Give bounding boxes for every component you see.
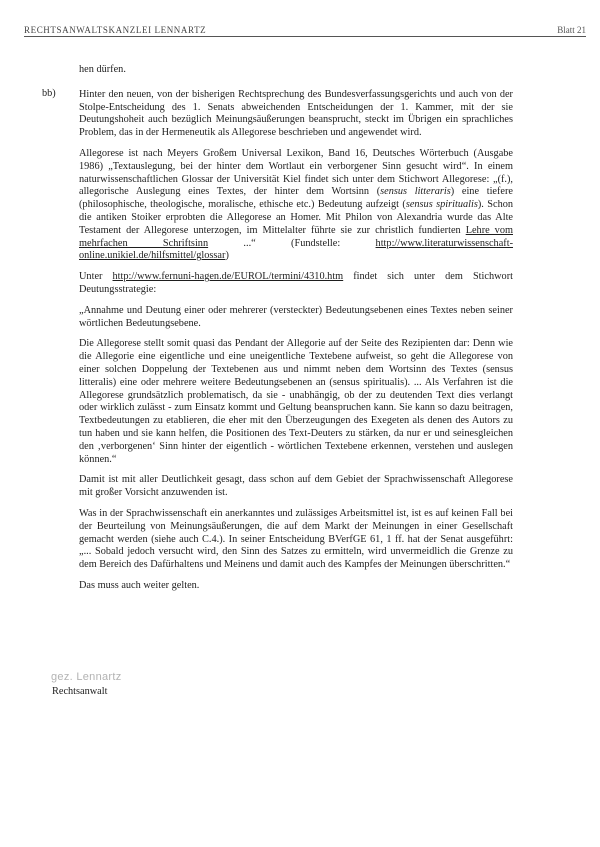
paragraph-bverfge: Was in der Sprachwissenschaft ein anerkanntes und zulässiges Arbeitsmittel ist, ist es auf keinen Fall bei der Beurteilung von Meinungsäußerungen, die auf dem Markt der Meinungen in einer Gesellschaft gemacht werden (siehe auch C.4.). In seiner Entscheidung BVerfGE 61, 1 ff. hat der Senat ausgeführt: „... Sobald jedoch versucht wird, den Sinn des Satzes zu ermitteln, wird unvermeidlich die Grenze zu dem Bereich des Dafürhaltens und Meinens und damit auch des Kampfes der Meinungen überschritten.“ <box>79 507 513 571</box>
italic-term: sensus litteraris <box>380 186 451 198</box>
text-run: ). Schon die antiken Stoiker erprobten die Allegorese an Homer. Mit Philon von Alexandria wurde das Alte Testament der Allegorese unterzogen, im Mittelalter führte sie zur christlich fundierten <box>79 199 514 236</box>
page-header <box>24 25 586 37</box>
signature-stamp: gez. Lennartz <box>51 671 122 683</box>
link-lehre-schriftsinn[interactable]: Lehre vom mehrfachen Schriftsinn <box>79 224 513 249</box>
link-fernuni-hagen[interactable]: http://www.fernuni-hagen.de/EUROL/termini/4310.htm <box>112 271 344 283</box>
signature-role: Rechtsanwalt <box>52 686 108 697</box>
paragraph-conclusion: Damit ist mit aller Deutlichkeit gesagt, dass schon auf dem Gebiet der Sprachwissenschaft Allegorese mit großer Vorsicht anzuwenden ist. <box>79 474 513 499</box>
text-run: ...“ (Fundstelle: <box>208 237 376 249</box>
italic-term: sensus spiritualis <box>405 199 478 211</box>
section-marker: bb) <box>42 88 56 99</box>
page-number: Blatt 21 <box>557 25 586 35</box>
quote-allegorese-pendant: Die Allegorese stellt somit quasi das Pendant der Allegorie auf der Seite des Rezipienten dar: Denn wie die Allegorie eine eigentliche und eine uneigentliche Textebene aufweist, so geht die Allegorese von einer solchen Doppelung der Textebenen aus und nimmt neben dem Wortsinn des Textes (sensus litteralis) eine oder mehrere weitere Bedeutungsebenen an (sensus spiritualis). ... Als Verfahren ist die Allegorese grundsätzlich problematisch, da sie - unabhängig, ob der zu deutenden Text dies verlangt oder wirklich zulässt - zum Einsatz kommt und Geltung beanspruchen kann. Sie kann so dazu beitragen, Textbedeutungen zu etablieren, die eher mit den Überzeugungen des Exegeten als denen des Autors zu tun haben und sie kann helfen, die Positionen des Text-Deuters zu stärken, da nur er und seinesgleichen den ‚verborgenen‘ Sinn hinter der eigentlich - wörtlichen Textebene erkennen, verstehen und auslegen können.“ <box>79 338 513 465</box>
body-text <box>79 64 513 593</box>
quote-deutungsstrategie: „Annahme und Deutung einer oder mehrerer (versteckter) Bedeutungsebenen eines Textes neben seiner wörtlichen Bedeutungsebene. <box>79 304 513 329</box>
text-run: ) <box>225 250 229 262</box>
paragraph-allegorese-definition <box>79 148 513 263</box>
text-run: Unter <box>79 271 113 283</box>
text-run: Allegorese ist nach Meyers Großem Universal Lexikon, Band 16, Deutsches Wörterbuch (Ausgabe 1986) „Textauslegung, bei der hinter dem Wortlaut ein verborgener Sinn gesucht wird“. In einem naturwissenschaftlichen Glossar der Universität Kiel findet sich unter dem Stichwort Allegorese: „(f.), allegorische Auslegung eines Textes, der hinter dem Wortsinn ( <box>79 147 513 198</box>
paragraph-closing: Das muss auch weiter gelten. <box>79 579 200 591</box>
paragraph-hermeneutics: Hinter den neuen, von der bisherigen Rechtsprechung des Bundesverfassungsgerichts und auch von der Stolpe-Entscheidung des 1. Senats abweichenden Entscheidungen der 1. Kammer, mit der sie Deutungshoheit auch bezüglich Meinungsäußerungen beansprucht, steckt im Übrigen ein sprachliches Problem, das in der Hermeneutik als Allegorese beschrieben und angewendet wird. <box>79 88 513 139</box>
paragraph-continuation: hen dürfen. <box>79 64 126 75</box>
paragraph-fernuni <box>79 271 513 297</box>
firm-name: RECHTSANWALTSKANZLEI LENNARTZ <box>24 25 207 35</box>
text-run: findet sich unter dem Stichwort Deutungsstrategie: <box>79 271 513 295</box>
text-run: ) eine tiefere (philosophische, theologische, moralische, ethische etc.) Bedeutung aufzeigt ( <box>79 186 513 211</box>
link-kiel-glossar[interactable]: http://www.literaturwissenschaft-online.unikiel.de/hilfsmittel/glossar <box>79 237 513 262</box>
